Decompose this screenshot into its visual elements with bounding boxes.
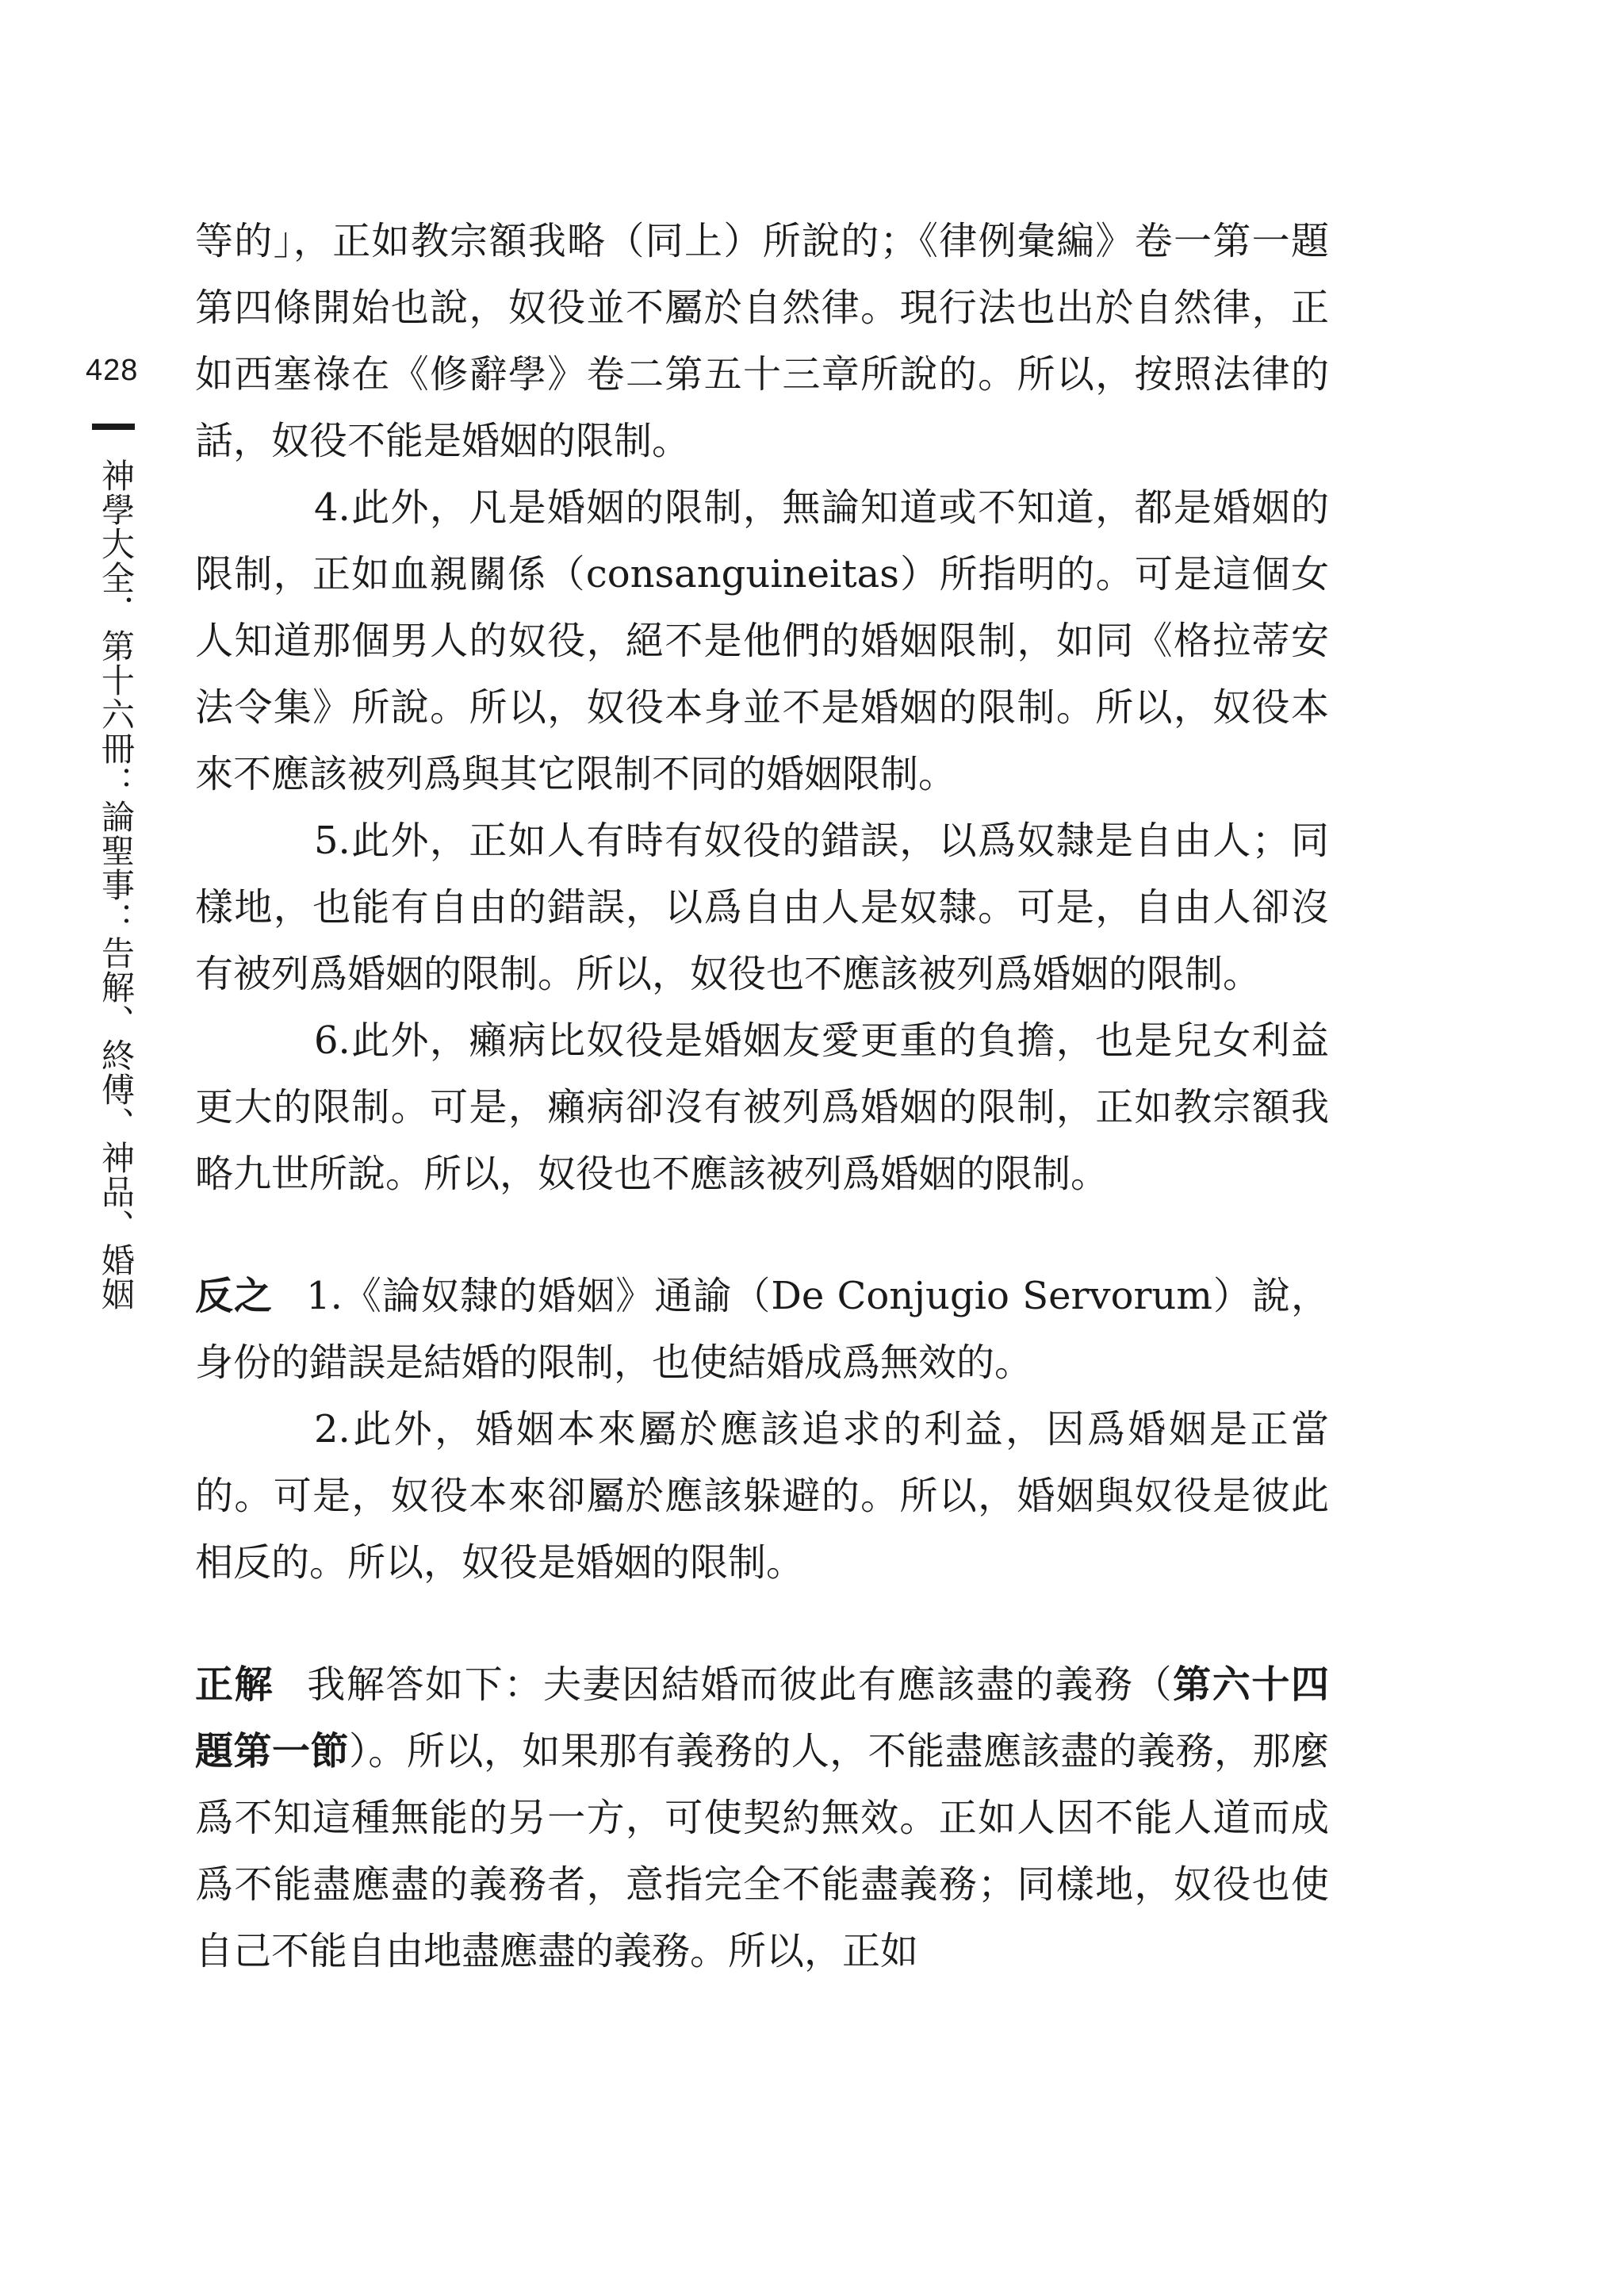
paragraph-objection-6: 6.此外，癩病比奴役是婚姻友愛更重的負擔，也是兒女利益更大的限制。可是，癩病卻沒有被列爲婚姻的限制，正如教宗額我略九世所說。所以，奴役也不應該被列爲婚姻的限制。 — [195, 1018, 1329, 1196]
section-gap — [195, 1207, 1329, 1263]
section-gap — [195, 1596, 1329, 1651]
respondeo-label: 正解 — [195, 1662, 274, 1707]
paragraph-objection-5: 5.此外，正如人有時有奴役的錯誤，以爲奴隸是自由人；同樣地，也能有自由的錯誤，以爲自由人是奴隸。可是，自由人卻沒有被列爲婚姻的限制。所以，奴役也不應該被列爲婚姻的限制。 — [195, 819, 1329, 996]
side-rule — [92, 424, 135, 430]
respondeo-text-a: 我解答如下：夫妻因結婚而彼此有應該盡的義務（ — [307, 1662, 1174, 1707]
paragraph-objection-3-end: 等的」，正如教宗額我略（同上）所說的；《律例彙編》卷一第一題第四條開始也說，奴役並不屬於自然律。現行法也出於自然律，正如西塞祿在《修辭學》卷二第五十三章所說的。所以，按照法律的話，奴役不能是婚姻的限制。 — [195, 219, 1329, 463]
body-text — [195, 208, 1329, 1984]
page-number: 428 — [86, 354, 139, 387]
sed-contra-label: 反之 — [195, 1274, 274, 1318]
running-title: 神學大全．第十六冊：論聖事：告解、終傅、神品、婚姻 — [97, 458, 136, 1311]
sed-contra-item-1: 1.《論奴隸的婚姻》通諭（De Conjugio Servorum）說，身份的錯誤是結婚的限制，也使結婚成爲無效的。 — [195, 1274, 1329, 1385]
respondeo-cross-reference: 第六十四題第一節 — [195, 1662, 1329, 1773]
paragraph-sed-contra-2: 2.此外，婚姻本來屬於應該追求的利益，因爲婚姻是正當的。可是，奴役本來卻屬於應該躲避的。所以，婚姻與奴役是彼此相反的。所以，奴役是婚姻的限制。 — [195, 1407, 1329, 1585]
respondeo-text-b: ）。所以，如果那有義務的人，不能盡應該盡的義務，那麼爲不知這種無能的另一方，可使契約無效。正如人因不能人道而成爲不能盡應盡的義務者，意指完全不能盡義務；同樣地，奴役也使自己不能自由地盡應盡的義務。所以，正如 — [195, 1729, 1329, 1973]
paragraph-respondeo — [195, 1651, 1329, 1984]
paragraph-objection-4: 4.此外，凡是婚姻的限制，無論知道或不知道，都是婚姻的限制，正如血親關係（consanguineitas）所指明的。可是這個女人知道那個男人的奴役，絕不是他們的婚姻限制，如同《格拉蒂安法令集》所說。所以，奴役本身並不是婚姻的限制。所以，奴役本來不應該被列爲與其它限制不同的婚姻限制。 — [195, 485, 1329, 796]
paragraph-sed-contra-1 — [195, 1263, 1329, 1396]
